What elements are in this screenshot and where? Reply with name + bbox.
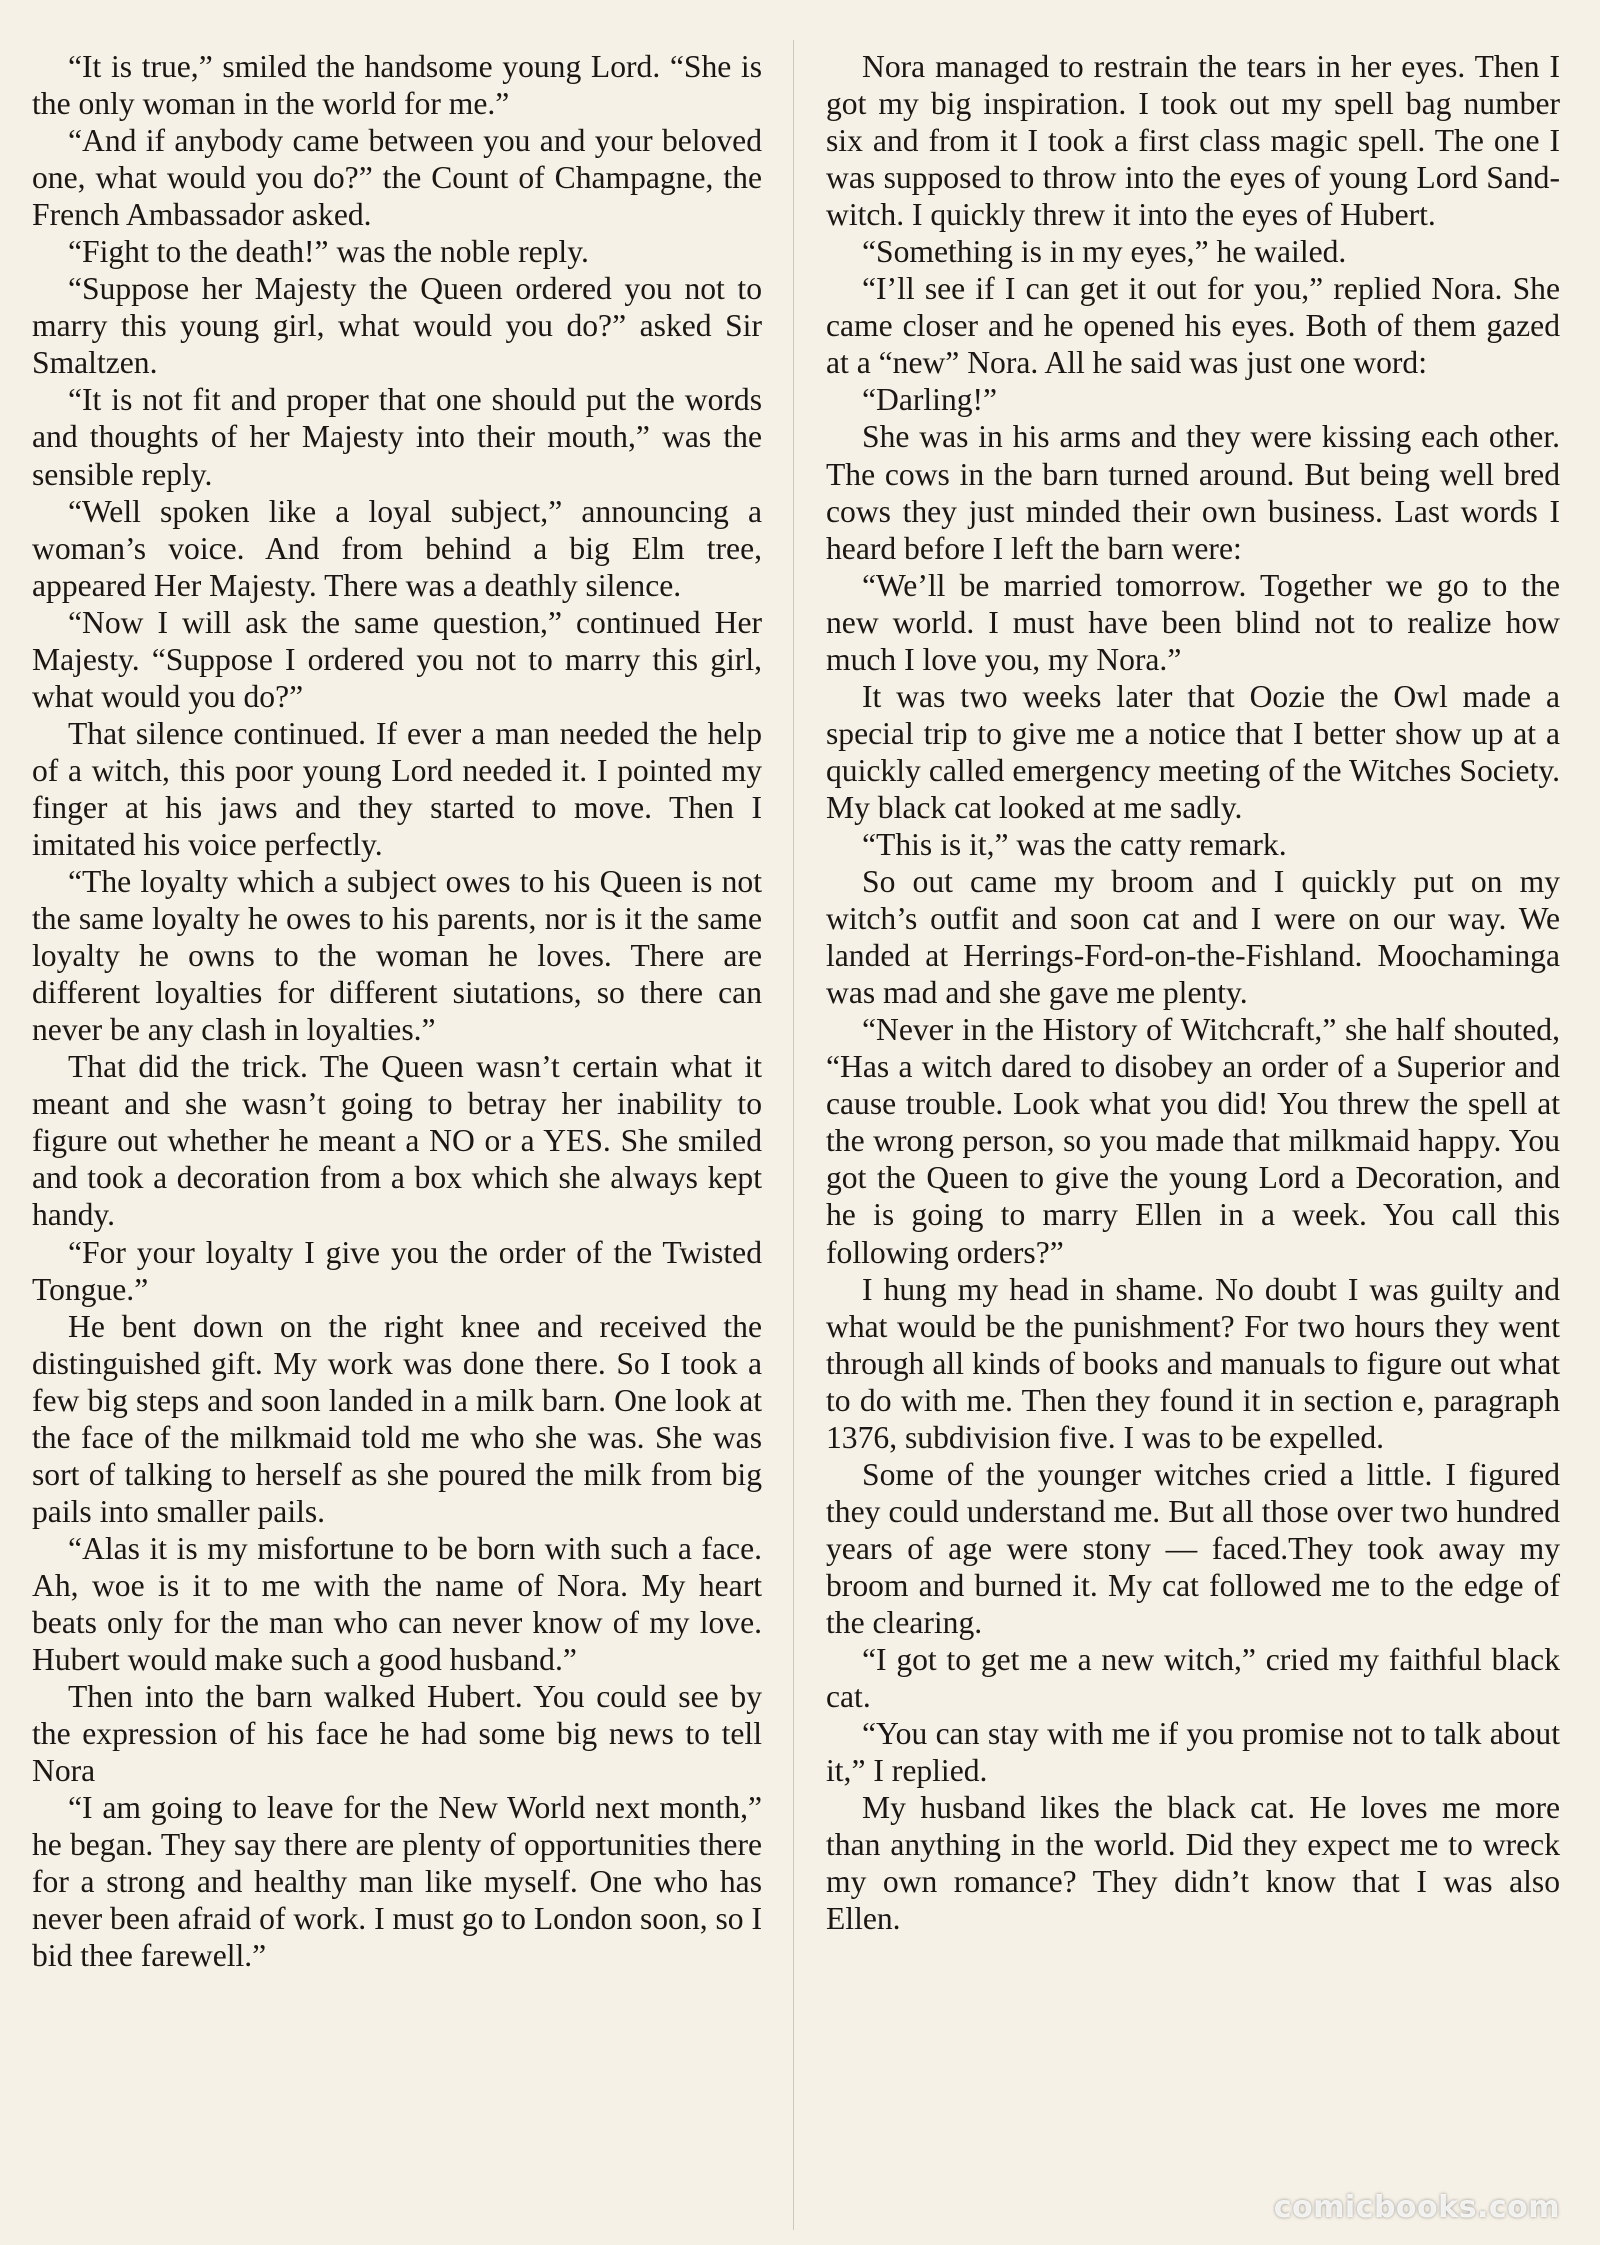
paragraph: “Alas it is my misfortune to be born with such a face. Ah, woe is it to me with the name of Nora. My heart beats only for the man who can never know of my love. Hubert would make such a good husband.” xyxy=(32,1530,762,1678)
paragraph: “Darling!” xyxy=(862,382,998,418)
paragraph: Nora managed to restrain the tears in her eyes. Then I got my big inspiration. I took out my spell bag number six and from it I took a first class magic spell. The one I was supposed to throw into the eyes of young Lord Sandwitch. I quickly threw it into the eyes of Hubert. xyxy=(826,49,1560,233)
paragraph: “For your loyalty I give you the order of the Twisted Tongue.” xyxy=(32,1234,762,1307)
paragraph: “And if anybody came between you and your beloved one, what would you do?” the Count of Champagne, the French Ambassador asked. xyxy=(32,123,762,233)
left-text-column xyxy=(32,48,762,1974)
paragraph: “I got to get me a new witch,” cried my faithful black cat. xyxy=(826,1642,1560,1715)
watermark: comicbooks.com xyxy=(1273,2190,1560,2225)
paragraph: “You can stay with me if you promise not to talk about it,” I replied. xyxy=(826,1716,1560,1789)
paragraph: “I’ll see if I can get it out for you,” replied Nora. She came closer and he opened his eyes. Both of them gazed at a “new” Nora. All he said was just one word: xyxy=(826,271,1560,381)
paragraph: That did the trick. The Queen wasn’t certain what it meant and she wasn’t going to betray her inability to figure out whether he meant a NO or a YES. She smiled and took a decoration from a box which she always kept handy. xyxy=(32,1049,762,1233)
column-divider xyxy=(793,40,794,2230)
paragraph: He bent down on the right knee and received the distinguished gift. My work was done there. So I took a few big steps and soon landed in a milk barn. One look at the face of the milkmaid told me who she was. She was sort of talking to herself as she poured the milk from big pails into smaller pails. xyxy=(32,1308,762,1529)
paragraph: “We’ll be married tomorrow. Together we go to the new world. I must have been blind not to realize how much I love you, my Nora.” xyxy=(826,567,1560,677)
paragraph: So out came my broom and I quickly put on my witch’s outfit and soon cat and I were on our way. We landed at Herrings-Ford-on-the-Fishland. Moochaminga was mad and she gave me plenty. xyxy=(826,864,1560,1011)
paragraph: “This is it,” was the catty remark. xyxy=(862,826,1287,862)
right-text-column xyxy=(826,48,1560,1937)
paragraph: That silence continued. If ever a man needed the help of a witch, this poor young Lord needed it. I pointed my finger at his jaws and they started to move. Then I imitated his voice perfectly. xyxy=(32,715,762,862)
paragraph: “Fight to the death!” was the noble reply. xyxy=(68,234,589,270)
paragraph: Then into the barn walked Hubert. You could see by the expression of his face he had some big news to tell Nora xyxy=(32,1679,762,1789)
paragraph: “The loyalty which a subject owes to his Queen is not the same loyalty he owes to his parents, nor is it the same loyalty he owns to the woman he loves. There are different loyalties for different siutations, so there can never be any clash in loyalties.” xyxy=(32,864,762,1048)
paragraph: I hung my head in shame. No doubt I was guilty and what would be the punishment? For two hours they went through all kinds of books and manuals to figure out what to do with me. Then they found it in section e, paragraph 1376, subdivision five. I was to be expelled. xyxy=(826,1271,1560,1455)
paragraph: She was in his arms and they were kissing each other. The cows in the barn turned around. But being well bred cows they just minded their own business. Last words I heard before I left the barn were: xyxy=(826,419,1560,566)
paragraph: “Suppose her Majesty the Queen ordered you not to marry this young girl, what would you do?” asked Sir Smaltzen. xyxy=(32,271,762,381)
paragraph: “Well spoken like a loyal subject,” announcing a woman’s voice. And from behind a big Elm tree, appeared Her Majesty. There was a deathly silence. xyxy=(32,493,762,603)
paragraph: “It is not fit and proper that one should put the words and thoughts of her Majesty into their mouth,” was the sensible reply. xyxy=(32,382,762,492)
paragraph: “I am going to leave for the New World next month,” he began. They say there are plenty of opportunities there for a strong and healthy man like myself. One who has never been afraid of work. I must go to London soon, so I bid thee farewell.” xyxy=(32,1790,763,1974)
paragraph: “Now I will ask the same question,” continued Her Majesty. “Suppose I ordered you not to marry this girl, what would you do?” xyxy=(32,604,762,714)
paragraph: “It is true,” smiled the handsome young Lord. “She is the only woman in the world for me.” xyxy=(32,49,762,122)
paragraph: Some of the younger witches cried a little. I figured they could understand me. But all those over two hundred years of age were stony — faced.They took away my broom and burned it. My cat followed me to the edge of the clearing. xyxy=(826,1456,1560,1640)
paragraph: My husband likes the black cat. He loves me more than anything in the world. Did they expect me to wreck my own romance? They didn’t know that I was also Ellen. xyxy=(826,1790,1560,1937)
paragraph: “Never in the History of Witchcraft,” she half shouted, “Has a witch dared to disobey an order of a Superior and cause trouble. Look what you did! You threw the spell at the wrong person, so you made that milkmaid happy. You got the Queen to give the young Lord a Decoration, and he is going to marry Ellen in a week. You call this following orders?” xyxy=(826,1012,1560,1270)
paragraph: It was two weeks later that Oozie the Owl made a special trip to give me a notice that I better show up at a quickly called emergency meeting of the Witches Society. My black cat looked at me sadly. xyxy=(826,678,1560,825)
paragraph: “Something is in my eyes,” he wailed. xyxy=(862,234,1347,270)
